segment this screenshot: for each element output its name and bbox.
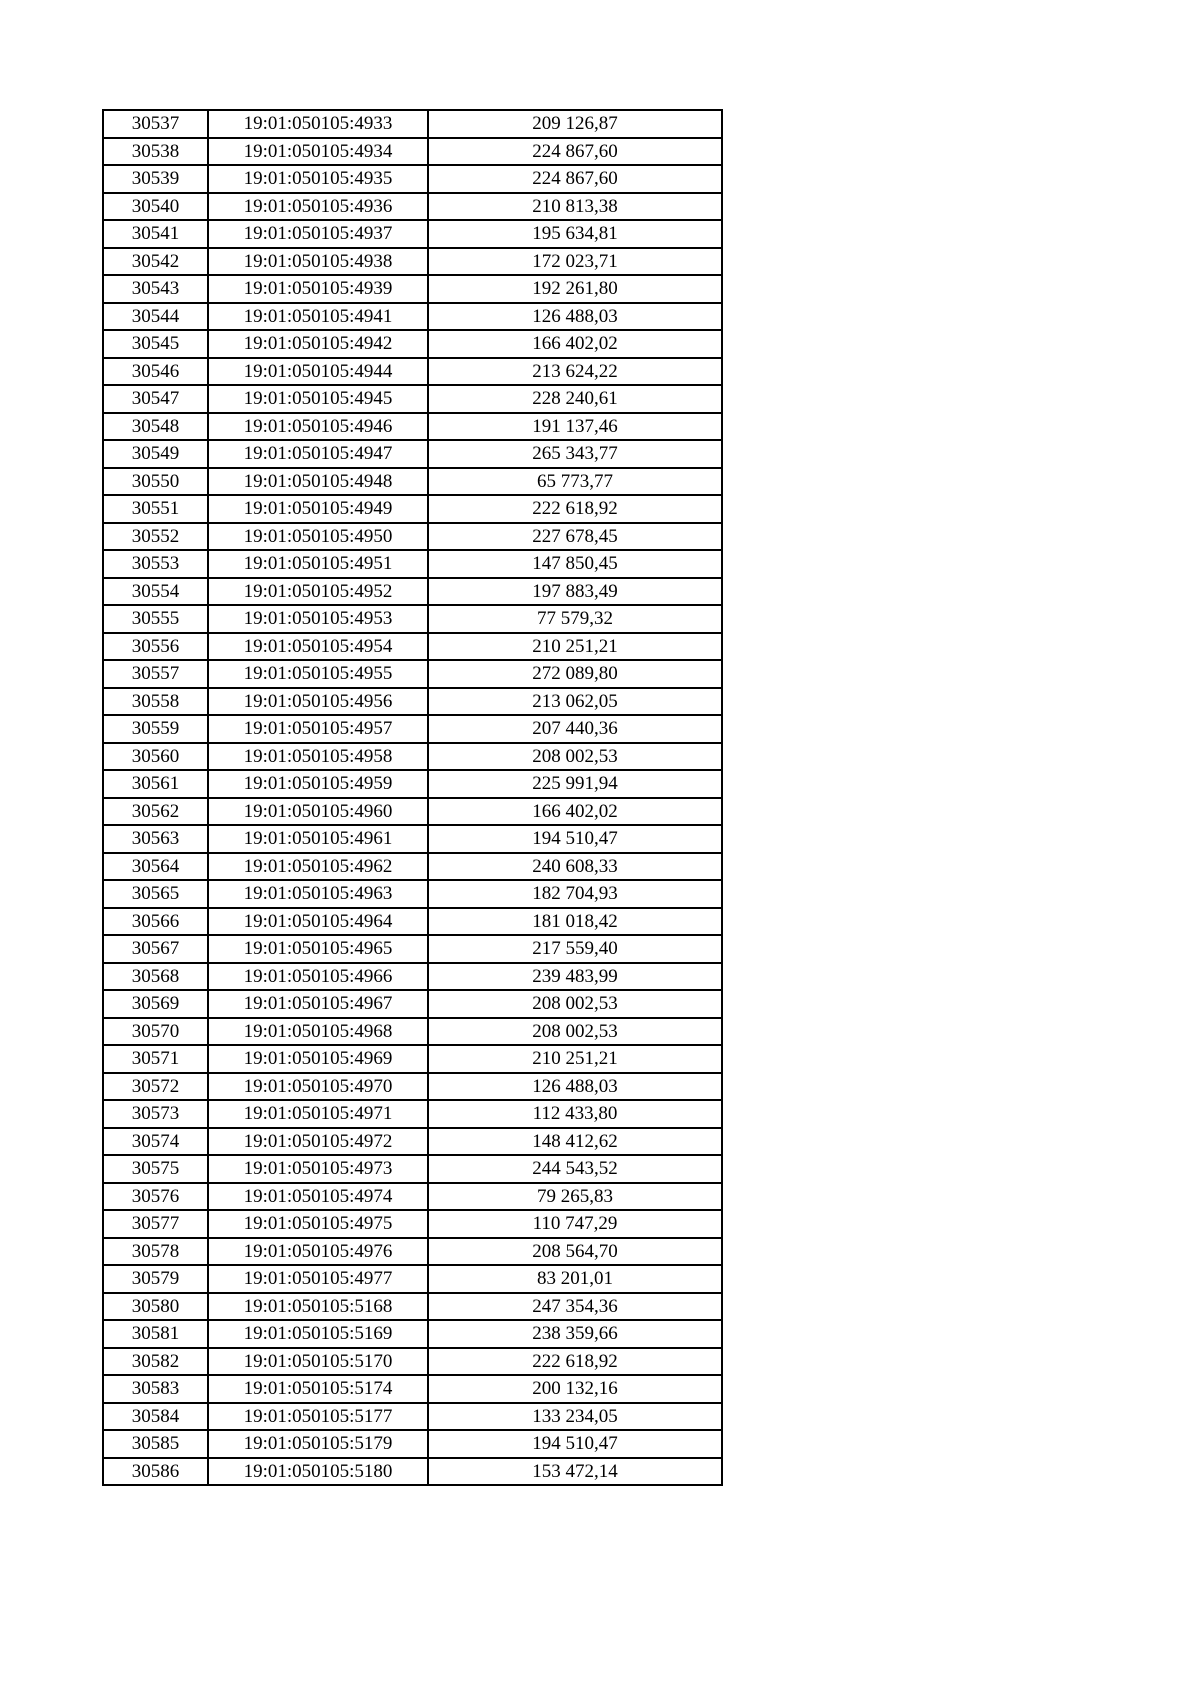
value-cell: 208 002,53 [428,990,722,1018]
value-cell: 79 265,83 [428,1183,722,1211]
row-number-cell: 30571 [103,1045,208,1073]
value-cell: 148 412,62 [428,1128,722,1156]
row-number-cell: 30543 [103,275,208,303]
row-number-cell: 30550 [103,468,208,496]
value-cell: 213 062,05 [428,688,722,716]
cadastral-number-cell: 19:01:050105:4949 [208,495,428,523]
cadastral-number-cell: 19:01:050105:4956 [208,688,428,716]
table-row [103,1210,722,1238]
cadastral-number-cell: 19:01:050105:4964 [208,908,428,936]
table-row [103,1348,722,1376]
row-number-cell: 30585 [103,1430,208,1458]
cadastral-number-cell: 19:01:050105:4951 [208,550,428,578]
cadastral-number-cell: 19:01:050105:4936 [208,193,428,221]
row-number-cell: 30539 [103,165,208,193]
table-row [103,193,722,221]
row-number-cell: 30572 [103,1073,208,1101]
cadastral-number-cell: 19:01:050105:4968 [208,1018,428,1046]
table-row [103,1458,722,1486]
cadastral-number-cell: 19:01:050105:4960 [208,798,428,826]
table-row [103,468,722,496]
row-number-cell: 30554 [103,578,208,606]
row-number-cell: 30547 [103,385,208,413]
cadastral-number-cell: 19:01:050105:4937 [208,220,428,248]
cadastral-number-cell: 19:01:050105:4967 [208,990,428,1018]
row-number-cell: 30566 [103,908,208,936]
value-cell: 222 618,92 [428,495,722,523]
cadastral-number-cell: 19:01:050105:4970 [208,1073,428,1101]
table-row [103,963,722,991]
table-row [103,523,722,551]
value-cell: 265 343,77 [428,440,722,468]
cadastral-number-cell: 19:01:050105:4950 [208,523,428,551]
cadastral-number-cell: 19:01:050105:4962 [208,853,428,881]
cadastral-number-cell: 19:01:050105:4947 [208,440,428,468]
value-cell: 244 543,52 [428,1155,722,1183]
value-cell: 208 564,70 [428,1238,722,1266]
value-cell: 217 559,40 [428,935,722,963]
value-cell: 209 126,87 [428,110,722,138]
row-number-cell: 30576 [103,1183,208,1211]
cadastral-number-cell: 19:01:050105:4957 [208,715,428,743]
value-cell: 126 488,03 [428,303,722,331]
cadastral-number-cell: 19:01:050105:4934 [208,138,428,166]
value-cell: 213 624,22 [428,358,722,386]
data-table [102,109,723,1486]
row-number-cell: 30558 [103,688,208,716]
cadastral-number-cell: 19:01:050105:4976 [208,1238,428,1266]
cadastral-number-cell: 19:01:050105:4963 [208,880,428,908]
table-row [103,798,722,826]
value-cell: 208 002,53 [428,1018,722,1046]
row-number-cell: 30546 [103,358,208,386]
cadastral-number-cell: 19:01:050105:4959 [208,770,428,798]
table-row [103,385,722,413]
row-number-cell: 30575 [103,1155,208,1183]
cadastral-number-cell: 19:01:050105:4935 [208,165,428,193]
row-number-cell: 30577 [103,1210,208,1238]
cadastral-number-cell: 19:01:050105:4971 [208,1100,428,1128]
row-number-cell: 30555 [103,605,208,633]
table-row [103,1265,722,1293]
row-number-cell: 30578 [103,1238,208,1266]
value-cell: 194 510,47 [428,1430,722,1458]
table-row [103,633,722,661]
cadastral-number-cell: 19:01:050105:4973 [208,1155,428,1183]
table-row [103,990,722,1018]
cadastral-number-cell: 19:01:050105:4933 [208,110,428,138]
table-row [103,908,722,936]
table-row [103,1155,722,1183]
value-cell: 238 359,66 [428,1320,722,1348]
table-row [103,1073,722,1101]
row-number-cell: 30561 [103,770,208,798]
value-cell: 112 433,80 [428,1100,722,1128]
row-number-cell: 30538 [103,138,208,166]
row-number-cell: 30574 [103,1128,208,1156]
cadastral-number-cell: 19:01:050105:4972 [208,1128,428,1156]
row-number-cell: 30570 [103,1018,208,1046]
value-cell: 133 234,05 [428,1403,722,1431]
row-number-cell: 30541 [103,220,208,248]
cadastral-number-cell: 19:01:050105:4969 [208,1045,428,1073]
table-row [103,1375,722,1403]
row-number-cell: 30568 [103,963,208,991]
table-row [103,413,722,441]
value-cell: 227 678,45 [428,523,722,551]
value-cell: 239 483,99 [428,963,722,991]
value-cell: 77 579,32 [428,605,722,633]
cadastral-number-cell: 19:01:050105:4941 [208,303,428,331]
table-row [103,743,722,771]
table-row [103,825,722,853]
cadastral-number-cell: 19:01:050105:5180 [208,1458,428,1486]
value-cell: 222 618,92 [428,1348,722,1376]
table-row [103,1320,722,1348]
value-cell: 172 023,71 [428,248,722,276]
value-cell: 192 261,80 [428,275,722,303]
table-row [103,605,722,633]
cadastral-number-cell: 19:01:050105:4955 [208,660,428,688]
row-number-cell: 30563 [103,825,208,853]
table-row [103,220,722,248]
cadastral-number-cell: 19:01:050105:4952 [208,578,428,606]
table-row [103,495,722,523]
row-number-cell: 30573 [103,1100,208,1128]
row-number-cell: 30565 [103,880,208,908]
table-row [103,440,722,468]
value-cell: 191 137,46 [428,413,722,441]
row-number-cell: 30580 [103,1293,208,1321]
cadastral-number-cell: 19:01:050105:4975 [208,1210,428,1238]
table-row [103,1128,722,1156]
table-row [103,660,722,688]
value-cell: 200 132,16 [428,1375,722,1403]
value-cell: 153 472,14 [428,1458,722,1486]
table-row [103,275,722,303]
cadastral-number-cell: 19:01:050105:4948 [208,468,428,496]
table-row [103,1045,722,1073]
cadastral-number-cell: 19:01:050105:5168 [208,1293,428,1321]
value-cell: 110 747,29 [428,1210,722,1238]
table-row [103,1293,722,1321]
value-cell: 166 402,02 [428,330,722,358]
table-row [103,1100,722,1128]
value-cell: 166 402,02 [428,798,722,826]
row-number-cell: 30549 [103,440,208,468]
value-cell: 194 510,47 [428,825,722,853]
table-row [103,138,722,166]
cadastral-number-cell: 19:01:050105:4954 [208,633,428,661]
table-row [103,1018,722,1046]
table-row [103,1238,722,1266]
table-row [103,165,722,193]
cadastral-number-cell: 19:01:050105:4944 [208,358,428,386]
value-cell: 228 240,61 [428,385,722,413]
table-row [103,330,722,358]
row-number-cell: 30567 [103,935,208,963]
cadastral-number-cell: 19:01:050105:5177 [208,1403,428,1431]
table-row [103,880,722,908]
cadastral-number-cell: 19:01:050105:4977 [208,1265,428,1293]
cadastral-number-cell: 19:01:050105:4946 [208,413,428,441]
table-row [103,578,722,606]
row-number-cell: 30551 [103,495,208,523]
cadastral-number-cell: 19:01:050105:5179 [208,1430,428,1458]
value-cell: 182 704,93 [428,880,722,908]
value-cell: 210 251,21 [428,633,722,661]
table-row [103,715,722,743]
row-number-cell: 30537 [103,110,208,138]
value-cell: 272 089,80 [428,660,722,688]
table-row [103,1183,722,1211]
cadastral-number-cell: 19:01:050105:4938 [208,248,428,276]
value-cell: 224 867,60 [428,165,722,193]
row-number-cell: 30582 [103,1348,208,1376]
row-number-cell: 30545 [103,330,208,358]
row-number-cell: 30586 [103,1458,208,1486]
cadastral-number-cell: 19:01:050105:4939 [208,275,428,303]
cadastral-number-cell: 19:01:050105:4974 [208,1183,428,1211]
row-number-cell: 30584 [103,1403,208,1431]
value-cell: 207 440,36 [428,715,722,743]
row-number-cell: 30544 [103,303,208,331]
cadastral-number-cell: 19:01:050105:5169 [208,1320,428,1348]
value-cell: 147 850,45 [428,550,722,578]
value-cell: 208 002,53 [428,743,722,771]
row-number-cell: 30552 [103,523,208,551]
row-number-cell: 30553 [103,550,208,578]
cadastral-number-cell: 19:01:050105:4942 [208,330,428,358]
table-row [103,853,722,881]
value-cell: 65 773,77 [428,468,722,496]
table-row [103,688,722,716]
table-row [103,303,722,331]
row-number-cell: 30564 [103,853,208,881]
table-body [103,110,722,1485]
cadastral-number-cell: 19:01:050105:4966 [208,963,428,991]
value-cell: 224 867,60 [428,138,722,166]
cadastral-number-cell: 19:01:050105:4961 [208,825,428,853]
value-cell: 181 018,42 [428,908,722,936]
value-cell: 210 251,21 [428,1045,722,1073]
value-cell: 126 488,03 [428,1073,722,1101]
row-number-cell: 30560 [103,743,208,771]
value-cell: 83 201,01 [428,1265,722,1293]
table-row [103,248,722,276]
cadastral-number-cell: 19:01:050105:5174 [208,1375,428,1403]
row-number-cell: 30581 [103,1320,208,1348]
value-cell: 225 991,94 [428,770,722,798]
cadastral-number-cell: 19:01:050105:5170 [208,1348,428,1376]
cadastral-number-cell: 19:01:050105:4958 [208,743,428,771]
table-row [103,935,722,963]
table-row [103,358,722,386]
table-row [103,110,722,138]
table-row [103,770,722,798]
value-cell: 195 634,81 [428,220,722,248]
row-number-cell: 30569 [103,990,208,1018]
row-number-cell: 30583 [103,1375,208,1403]
row-number-cell: 30562 [103,798,208,826]
cadastral-number-cell: 19:01:050105:4953 [208,605,428,633]
value-cell: 210 813,38 [428,193,722,221]
row-number-cell: 30548 [103,413,208,441]
row-number-cell: 30579 [103,1265,208,1293]
value-cell: 197 883,49 [428,578,722,606]
cadastral-number-cell: 19:01:050105:4945 [208,385,428,413]
row-number-cell: 30556 [103,633,208,661]
row-number-cell: 30542 [103,248,208,276]
row-number-cell: 30557 [103,660,208,688]
value-cell: 240 608,33 [428,853,722,881]
row-number-cell: 30540 [103,193,208,221]
value-cell: 247 354,36 [428,1293,722,1321]
table-row [103,1403,722,1431]
table-row [103,550,722,578]
row-number-cell: 30559 [103,715,208,743]
cadastral-number-cell: 19:01:050105:4965 [208,935,428,963]
table-row [103,1430,722,1458]
